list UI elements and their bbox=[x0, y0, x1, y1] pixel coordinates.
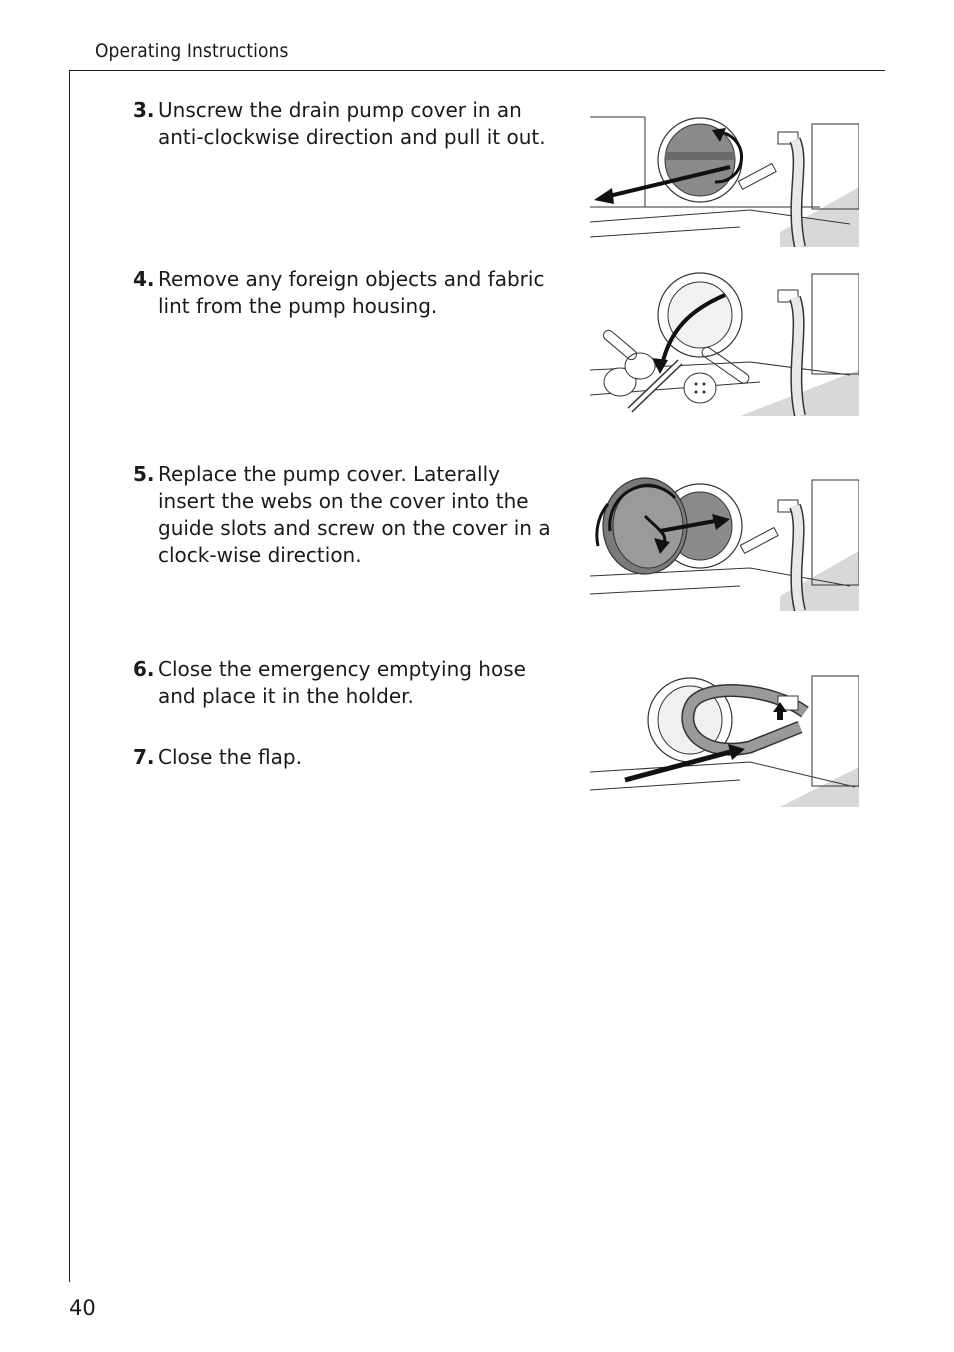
page-number: 40 bbox=[69, 1296, 96, 1320]
step-3 bbox=[133, 97, 558, 151]
illustration-close-hose bbox=[590, 672, 859, 807]
step-5 bbox=[133, 461, 558, 569]
step-number: 3. bbox=[133, 98, 155, 122]
step-number: 7. bbox=[133, 745, 155, 769]
step-text: Unscrew the drain pump cover in an anti-clockwise direction and pull it out. bbox=[158, 98, 546, 149]
step-6 bbox=[133, 656, 558, 710]
step-number: 4. bbox=[133, 267, 155, 291]
step-text: Replace the pump cover. Laterally insert the webs on the cover into the guide slots and screw on the cover in a clock-wise direction. bbox=[158, 462, 551, 567]
margin-rule bbox=[69, 70, 70, 1282]
page-header-title: Operating Instructions bbox=[95, 40, 289, 62]
illustration-unscrew-pump-cover bbox=[590, 112, 859, 247]
step-text: Remove any foreign objects and fabric lint from the pump housing. bbox=[158, 267, 545, 318]
step-number: 5. bbox=[133, 462, 155, 486]
header-rule bbox=[69, 70, 885, 71]
step-7 bbox=[133, 744, 558, 771]
step-number: 6. bbox=[133, 657, 155, 681]
step-text: Close the flap. bbox=[158, 745, 302, 769]
illustration-remove-foreign-objects bbox=[590, 270, 859, 416]
step-text: Close the emergency emptying hose and place it in the holder. bbox=[158, 657, 526, 708]
illustration-replace-pump-cover bbox=[590, 476, 859, 611]
step-4 bbox=[133, 266, 558, 320]
